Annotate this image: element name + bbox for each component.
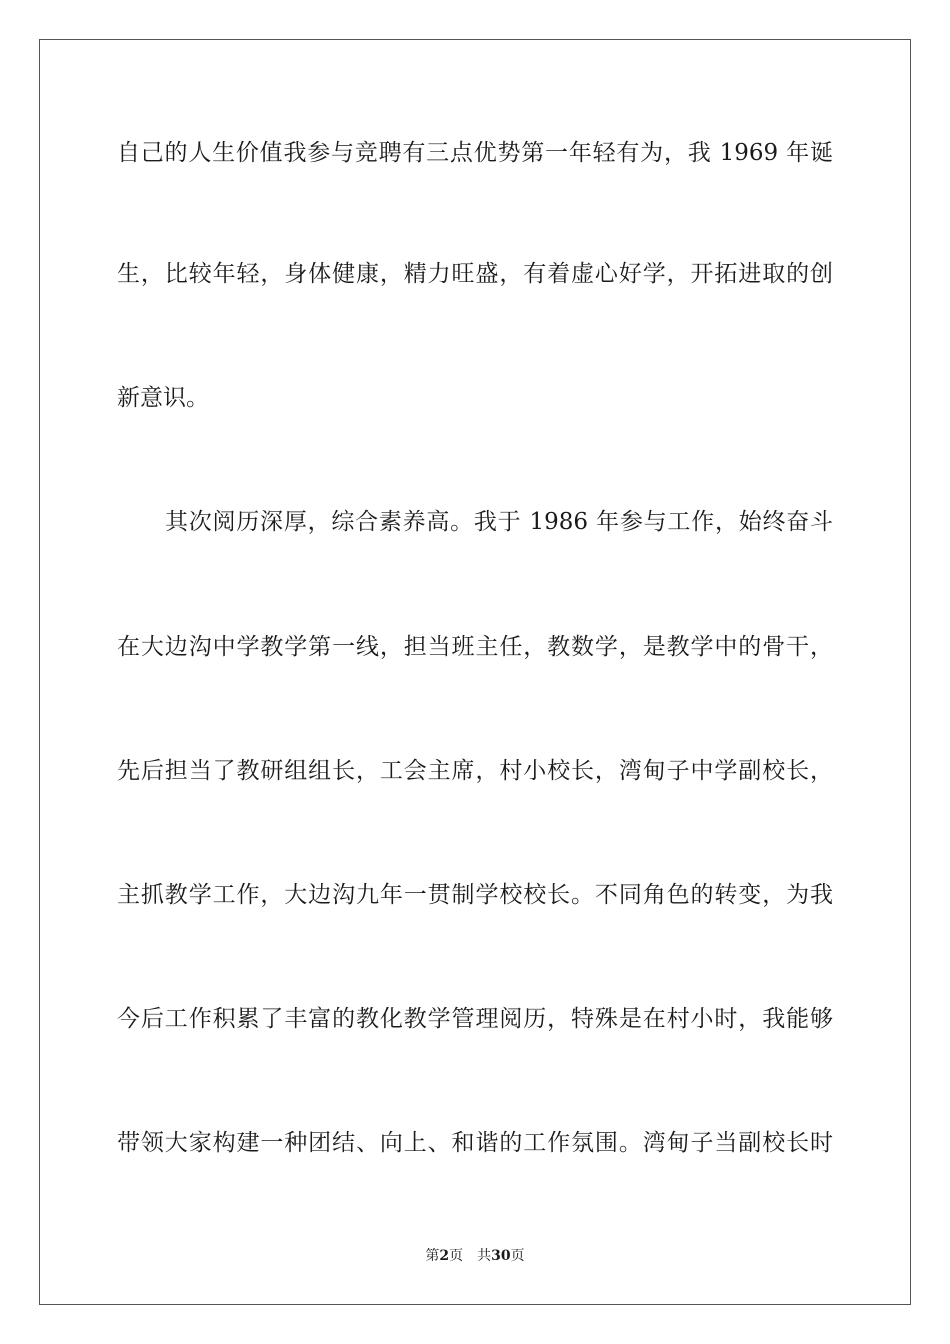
page-footer <box>0 1246 950 1266</box>
page-suffix: 页 <box>449 1248 464 1264</box>
text-line-4-paragraph-start: 其次阅历深厚，综合素养高。我于 1986 年参与工作，始终奋斗 <box>165 509 833 535</box>
total-suffix: 页 <box>510 1248 525 1264</box>
page-number: 2 <box>439 1248 450 1264</box>
text-line-8: 今后工作积累了丰富的教化教学管理阅历，特殊是在村小时，我能够 <box>117 1006 833 1032</box>
total-prefix: 共 <box>477 1248 492 1264</box>
text-line-6: 先后担当了教研组组长，工会主席，村小校长，湾甸子中学副校长， <box>117 758 833 784</box>
text-line-9: 带领大家构建一种团结、向上、和谐的工作氛围。湾甸子当副校长时 <box>117 1130 833 1156</box>
total-pages: 30 <box>491 1248 511 1264</box>
text-line-1: 自己的人生价值我参与竞聘有三点优势第一年轻有为，我 1969 年诞 <box>117 140 833 166</box>
text-line-2: 生，比较年轻，身体健康，精力旺盛，有着虚心好学，开拓进取的创 <box>117 261 833 287</box>
text-line-5: 在大边沟中学教学第一线，担当班主任，教数学，是教学中的骨干， <box>117 634 833 660</box>
page-prefix: 第 <box>425 1248 440 1264</box>
text-line-7: 主抓教学工作，大边沟九年一贯制学校校长。不同角色的转变，为我 <box>117 882 833 908</box>
page-border <box>39 39 911 1305</box>
text-line-3: 新意识。 <box>117 385 209 411</box>
